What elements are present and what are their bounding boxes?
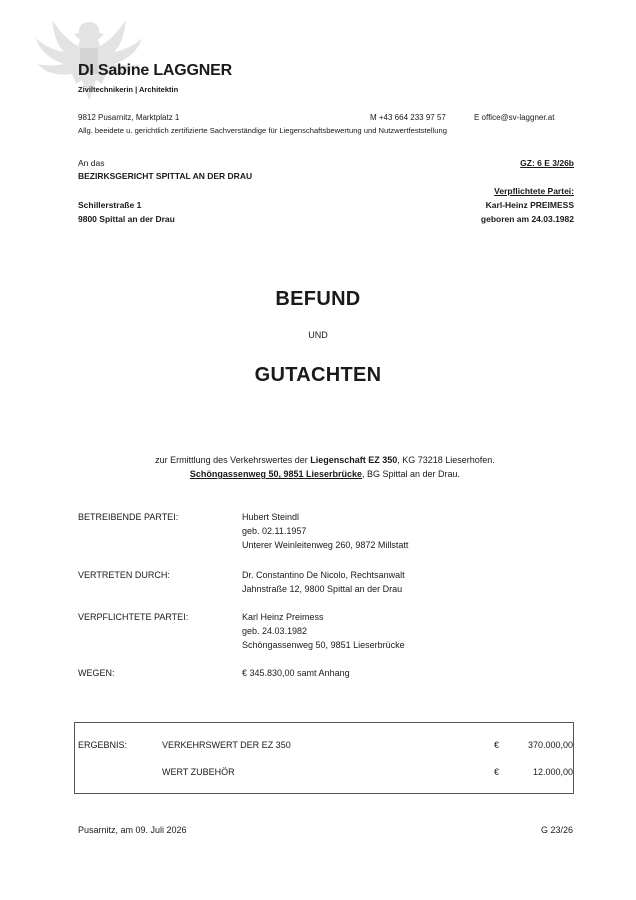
result-desc-zubehoer: WERT ZUBEHÖR [162,767,235,777]
obligated-party-label: Verpflichtete Partei: [494,186,574,196]
result-amount-zubehoer: 12.000,00 [532,767,573,777]
author-address: 9812 Pusarnitz, Marktplatz 1 [78,113,180,122]
party-vertreten [242,568,405,596]
footer-doc-number: G 23/26 [540,825,573,835]
author-name: DI Sabine LAGGNER [78,62,232,79]
party-line: Karl Heinz Preimess [242,612,324,622]
party-label-betreibende: BETREIBENDE PARTEI: [78,512,179,522]
result-box [74,722,574,794]
purpose-court: , BG Spittal an der Drau. [362,469,461,479]
party-line: Schöngassenweg 50, 9851 Lieserbrücke [242,640,405,650]
author-profession: Ziviltechnikerin | Architektin [78,85,179,94]
party-betreibende [242,510,408,552]
party-wegen [242,666,350,680]
result-desc-verkehrswert: VERKEHRSWERT DER EZ 350 [162,740,291,750]
title-gutachten: GUTACHTEN [254,364,382,386]
party-label-verpflichtete: VERPFLICHTETE PARTEI: [78,612,189,622]
party-line: € 345.830,00 samt Anhang [242,668,350,678]
party-line: Dr. Constantino De Nicolo, Rechtsanwalt [242,570,405,580]
recipient-city: 9800 Spittal an der Drau [78,214,175,224]
party-line: Hubert Steindl [242,512,300,522]
recipient-prefix: An das [78,158,105,168]
author-phone: M +43 664 233 97 57 [370,113,446,122]
title-und: UND [308,330,328,340]
recipient-street: Schillerstraße 1 [78,200,142,210]
footer-place-date: Pusarnitz, am 09. Juli 2026 [78,825,187,835]
result-currency: € [494,740,500,750]
party-label-wegen: WEGEN: [78,668,115,678]
author-email: E office@sv-laggner.at [474,113,555,122]
purpose-text-post: , KG 73218 Lieserhofen. [397,455,495,465]
party-label-vertreten: VERTRETEN DURCH: [78,570,170,580]
result-currency: € [494,767,500,777]
property-address: Schöngassenweg 50, 9851 Lieserbrücke [189,469,363,479]
party-line: Unterer Weinleitenweg 260, 9872 Millstatt [242,540,409,550]
result-amount-verkehrswert: 370.000,00 [527,740,573,750]
title-befund: BEFUND [275,288,361,310]
recipient-court: BEZIRKSGERICHT SPITTAL AN DER DRAU [78,171,253,181]
party-line: Jahnstraße 12, 9800 Spittal an der Drau [242,584,403,594]
party-line: geb. 02.11.1957 [242,526,307,536]
obligated-party-born: geboren am 24.03.1982 [480,214,574,224]
purpose-line-2 [0,469,636,479]
party-line: geb. 24.03.1982 [242,626,308,636]
party-verpflichtete [242,610,405,652]
case-number: GZ: 6 E 3/26b [520,158,574,168]
author-certification: Allg. beeidete u. gerichtlich zertifizierte Sachverständige für Liegenschaftsbewertung und Nutzwertfeststellung [78,126,447,135]
obligated-party-name: Karl-Heinz PREIMESS [485,200,574,210]
result-label: ERGEBNIS: [78,740,128,750]
purpose-line-1 [0,455,636,465]
purpose-text-pre: zur Ermittlung des Verkehrswertes der [155,455,311,465]
purpose-property: Liegenschaft EZ 350 [310,455,398,465]
